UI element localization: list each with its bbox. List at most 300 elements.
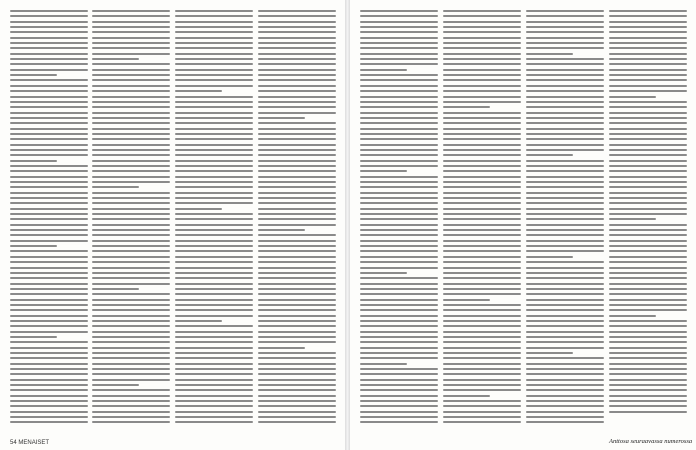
text-line bbox=[258, 85, 336, 87]
text-line bbox=[609, 106, 687, 108]
text-line bbox=[360, 341, 438, 343]
text-line bbox=[258, 309, 336, 311]
text-line bbox=[258, 181, 336, 183]
text-line bbox=[258, 122, 336, 124]
text-line bbox=[526, 256, 573, 258]
text-line bbox=[609, 37, 687, 39]
text-line bbox=[360, 261, 438, 263]
text-line bbox=[10, 293, 88, 295]
text-line bbox=[360, 176, 438, 178]
text-line bbox=[526, 213, 604, 215]
text-line bbox=[175, 85, 253, 87]
text-line bbox=[175, 421, 253, 423]
text-line bbox=[360, 357, 438, 359]
text-line bbox=[360, 277, 438, 279]
text-line bbox=[175, 58, 253, 60]
text-line bbox=[258, 53, 336, 55]
text-line bbox=[443, 299, 490, 301]
text-line bbox=[258, 31, 336, 33]
text-line bbox=[175, 299, 253, 301]
text-line bbox=[526, 21, 604, 23]
text-line bbox=[443, 245, 521, 247]
text-line bbox=[443, 58, 521, 60]
text-line bbox=[609, 117, 687, 119]
text-line bbox=[175, 90, 222, 92]
text-line bbox=[360, 347, 438, 349]
text-line bbox=[92, 224, 170, 226]
text-line bbox=[360, 160, 438, 162]
text-line bbox=[10, 347, 88, 349]
text-line bbox=[175, 186, 253, 188]
text-line bbox=[92, 208, 170, 210]
text-line bbox=[175, 229, 253, 231]
text-line bbox=[10, 379, 88, 381]
text-line bbox=[175, 352, 253, 354]
text-line bbox=[175, 309, 253, 311]
text-line bbox=[92, 320, 170, 322]
text-line bbox=[609, 165, 687, 167]
text-line bbox=[526, 395, 604, 397]
text-line bbox=[526, 373, 604, 375]
text-line bbox=[175, 336, 253, 338]
text-line bbox=[258, 117, 305, 119]
text-line bbox=[609, 331, 687, 333]
text-line bbox=[609, 272, 687, 274]
text-line bbox=[175, 101, 253, 103]
text-line bbox=[175, 267, 253, 269]
text-line bbox=[92, 144, 170, 146]
text-line bbox=[526, 229, 604, 231]
text-line bbox=[10, 336, 57, 338]
text-line bbox=[526, 53, 573, 55]
text-line bbox=[443, 336, 521, 338]
text-line bbox=[609, 395, 687, 397]
text-line bbox=[175, 69, 253, 71]
text-line bbox=[175, 293, 253, 295]
text-line bbox=[10, 21, 88, 23]
text-line bbox=[10, 400, 88, 402]
text-line bbox=[175, 272, 253, 274]
text-line bbox=[360, 421, 438, 423]
text-line bbox=[258, 213, 336, 215]
text-line bbox=[175, 96, 253, 98]
text-line bbox=[175, 128, 253, 130]
text-line bbox=[443, 31, 521, 33]
text-line bbox=[526, 90, 604, 92]
page-footer bbox=[10, 440, 49, 446]
text-line bbox=[526, 122, 604, 124]
text-line bbox=[443, 74, 521, 76]
text-line bbox=[443, 106, 490, 108]
text-line bbox=[92, 405, 170, 407]
text-line bbox=[258, 234, 336, 236]
text-line bbox=[258, 74, 336, 76]
right-page bbox=[350, 0, 696, 450]
text-line bbox=[526, 379, 604, 381]
text-line bbox=[92, 106, 170, 108]
text-line bbox=[10, 213, 88, 215]
text-line bbox=[526, 400, 604, 402]
text-line bbox=[10, 229, 88, 231]
text-line bbox=[526, 106, 604, 108]
text-line bbox=[443, 53, 521, 55]
text-line bbox=[526, 154, 573, 156]
text-line bbox=[175, 133, 253, 135]
text-line bbox=[360, 304, 438, 306]
text-line bbox=[92, 373, 170, 375]
text-line bbox=[258, 15, 336, 17]
text-line bbox=[360, 122, 438, 124]
text-line bbox=[609, 283, 687, 285]
text-line bbox=[526, 304, 604, 306]
text-line bbox=[92, 379, 170, 381]
text-line bbox=[360, 192, 438, 194]
text-line bbox=[360, 336, 438, 338]
text-line bbox=[526, 384, 604, 386]
text-line bbox=[609, 122, 687, 124]
text-line bbox=[258, 352, 336, 354]
text-line bbox=[443, 229, 521, 231]
text-line bbox=[443, 411, 521, 413]
text-line bbox=[258, 160, 336, 162]
text-column-5 bbox=[360, 10, 438, 427]
text-line bbox=[10, 411, 88, 413]
text-line bbox=[609, 186, 687, 188]
text-line bbox=[609, 299, 687, 301]
text-line bbox=[609, 31, 687, 33]
text-line bbox=[10, 37, 88, 39]
text-line bbox=[609, 277, 687, 279]
text-line bbox=[175, 277, 253, 279]
text-line bbox=[360, 299, 438, 301]
text-line bbox=[258, 112, 336, 114]
text-line bbox=[258, 373, 336, 375]
text-line bbox=[92, 192, 170, 194]
text-line bbox=[360, 368, 438, 370]
text-line bbox=[92, 363, 170, 365]
text-line bbox=[10, 299, 88, 301]
text-line bbox=[92, 122, 170, 124]
text-line bbox=[92, 336, 170, 338]
text-line bbox=[443, 96, 521, 98]
text-line bbox=[175, 192, 253, 194]
text-line bbox=[92, 160, 170, 162]
text-line bbox=[609, 325, 687, 327]
text-line bbox=[609, 267, 687, 269]
text-line bbox=[175, 112, 253, 114]
text-line bbox=[360, 31, 438, 33]
text-line bbox=[10, 250, 88, 252]
text-line bbox=[526, 245, 604, 247]
text-line bbox=[443, 170, 521, 172]
text-line bbox=[10, 42, 88, 44]
text-line bbox=[360, 186, 438, 188]
text-line bbox=[258, 325, 336, 327]
text-line bbox=[92, 202, 170, 204]
text-line bbox=[526, 368, 604, 370]
text-line bbox=[443, 400, 521, 402]
text-line bbox=[443, 293, 521, 295]
text-line bbox=[526, 202, 604, 204]
text-line bbox=[10, 154, 88, 156]
text-line bbox=[10, 373, 88, 375]
text-line bbox=[443, 112, 521, 114]
text-line bbox=[175, 160, 253, 162]
text-line bbox=[443, 138, 521, 140]
text-line bbox=[258, 96, 336, 98]
text-line bbox=[360, 389, 438, 391]
publication-name: MENAISET bbox=[18, 440, 50, 446]
text-line bbox=[10, 320, 88, 322]
text-line bbox=[526, 325, 604, 327]
text-line bbox=[175, 63, 253, 65]
text-line bbox=[92, 389, 170, 391]
text-line bbox=[443, 304, 521, 306]
text-line bbox=[92, 63, 170, 65]
text-line bbox=[92, 309, 170, 311]
text-line bbox=[10, 74, 57, 76]
text-line bbox=[10, 63, 88, 65]
text-line bbox=[92, 400, 170, 402]
text-line bbox=[258, 197, 336, 199]
text-line bbox=[526, 42, 604, 44]
text-line bbox=[258, 240, 336, 242]
text-line bbox=[258, 165, 336, 167]
text-line bbox=[175, 405, 253, 407]
text-line bbox=[526, 283, 604, 285]
text-line bbox=[92, 31, 170, 33]
text-line bbox=[10, 53, 88, 55]
text-line bbox=[10, 112, 88, 114]
text-line bbox=[175, 144, 253, 146]
text-line bbox=[10, 234, 88, 236]
text-line bbox=[360, 379, 438, 381]
text-line bbox=[360, 325, 438, 327]
text-line bbox=[175, 357, 253, 359]
text-line bbox=[609, 341, 687, 343]
text-line bbox=[10, 309, 88, 311]
text-line bbox=[526, 133, 604, 135]
text-line bbox=[526, 341, 604, 343]
text-line bbox=[609, 256, 687, 258]
text-column-7 bbox=[526, 10, 604, 427]
text-line bbox=[360, 352, 438, 354]
text-line bbox=[360, 37, 438, 39]
text-line bbox=[175, 197, 253, 199]
text-line bbox=[10, 117, 88, 119]
text-line bbox=[360, 21, 438, 23]
text-line bbox=[10, 416, 88, 418]
text-line bbox=[443, 288, 521, 290]
text-line bbox=[526, 192, 604, 194]
text-line bbox=[526, 197, 604, 199]
text-line bbox=[609, 112, 687, 114]
text-line bbox=[443, 213, 521, 215]
text-line bbox=[526, 389, 604, 391]
text-line bbox=[360, 384, 438, 386]
text-line bbox=[443, 368, 521, 370]
text-line bbox=[609, 154, 687, 156]
text-line bbox=[92, 47, 170, 49]
text-line bbox=[175, 224, 253, 226]
text-line bbox=[609, 384, 687, 386]
text-line bbox=[92, 347, 170, 349]
text-line bbox=[258, 331, 336, 333]
text-column-6 bbox=[443, 10, 521, 427]
page-number: 54 bbox=[10, 440, 17, 446]
text-line bbox=[443, 224, 521, 226]
text-line bbox=[10, 197, 88, 199]
text-line bbox=[92, 245, 170, 247]
text-line bbox=[526, 74, 604, 76]
text-line bbox=[92, 272, 170, 274]
text-line bbox=[92, 261, 170, 263]
text-line bbox=[92, 250, 170, 252]
text-line bbox=[360, 293, 438, 295]
text-line bbox=[526, 144, 604, 146]
text-line bbox=[92, 304, 170, 306]
text-line bbox=[443, 101, 521, 103]
text-line bbox=[175, 411, 253, 413]
text-line bbox=[526, 101, 604, 103]
text-line bbox=[175, 373, 253, 375]
text-line bbox=[609, 240, 687, 242]
text-line bbox=[10, 186, 88, 188]
text-line bbox=[258, 101, 336, 103]
text-line bbox=[609, 213, 687, 215]
text-line bbox=[360, 363, 407, 365]
text-line bbox=[360, 411, 438, 413]
text-line bbox=[10, 363, 88, 365]
text-line bbox=[443, 357, 521, 359]
text-line bbox=[443, 90, 521, 92]
text-line bbox=[443, 160, 521, 162]
text-line bbox=[10, 208, 88, 210]
text-line bbox=[175, 395, 253, 397]
text-line bbox=[360, 283, 438, 285]
text-line bbox=[360, 63, 438, 65]
text-line bbox=[609, 176, 687, 178]
text-line bbox=[92, 69, 170, 71]
text-line bbox=[526, 37, 604, 39]
text-line bbox=[526, 331, 604, 333]
text-line bbox=[258, 37, 336, 39]
text-line bbox=[609, 138, 687, 140]
text-line bbox=[92, 256, 170, 258]
text-line bbox=[360, 112, 438, 114]
text-line bbox=[92, 101, 170, 103]
text-line bbox=[10, 181, 88, 183]
text-line bbox=[526, 405, 604, 407]
text-line bbox=[443, 395, 490, 397]
text-line bbox=[175, 315, 253, 317]
text-line bbox=[258, 133, 336, 135]
text-line bbox=[10, 315, 88, 317]
text-line bbox=[10, 352, 88, 354]
text-line bbox=[443, 202, 521, 204]
text-line bbox=[10, 277, 88, 279]
text-line bbox=[10, 240, 88, 242]
text-line bbox=[258, 218, 336, 220]
text-line bbox=[92, 58, 139, 60]
text-line bbox=[609, 218, 656, 220]
text-line bbox=[443, 47, 521, 49]
text-line bbox=[360, 197, 438, 199]
text-line bbox=[609, 389, 687, 391]
text-line bbox=[92, 10, 170, 12]
text-line bbox=[92, 229, 170, 231]
text-line bbox=[360, 309, 438, 311]
text-line bbox=[443, 69, 521, 71]
text-line bbox=[443, 331, 521, 333]
text-line bbox=[10, 69, 88, 71]
text-line bbox=[526, 96, 604, 98]
text-line bbox=[258, 347, 305, 349]
text-line bbox=[526, 15, 604, 17]
text-line bbox=[526, 315, 604, 317]
text-line bbox=[360, 74, 438, 76]
text-line bbox=[443, 192, 521, 194]
text-line bbox=[10, 325, 88, 327]
text-line bbox=[92, 138, 170, 140]
text-line bbox=[175, 42, 253, 44]
text-line bbox=[10, 26, 88, 28]
text-line bbox=[175, 304, 253, 306]
text-line bbox=[443, 144, 521, 146]
text-line bbox=[609, 21, 687, 23]
text-line bbox=[526, 336, 604, 338]
text-line bbox=[360, 144, 438, 146]
text-line bbox=[526, 85, 604, 87]
text-line bbox=[443, 21, 521, 23]
text-line bbox=[609, 144, 687, 146]
text-line bbox=[92, 315, 170, 317]
text-line bbox=[175, 79, 253, 81]
text-column-8 bbox=[609, 10, 687, 416]
left-page bbox=[0, 0, 345, 450]
text-line bbox=[443, 405, 521, 407]
text-line bbox=[360, 224, 438, 226]
text-line bbox=[443, 10, 521, 12]
text-line bbox=[526, 288, 604, 290]
text-line bbox=[258, 384, 336, 386]
text-line bbox=[443, 267, 521, 269]
text-line bbox=[443, 79, 521, 81]
text-line bbox=[258, 357, 336, 359]
text-line bbox=[175, 368, 253, 370]
text-line bbox=[258, 149, 336, 151]
text-line bbox=[360, 213, 438, 215]
text-line bbox=[10, 10, 88, 12]
text-line bbox=[10, 405, 88, 407]
text-column-1 bbox=[10, 10, 88, 427]
text-line bbox=[258, 26, 336, 28]
text-line bbox=[609, 181, 687, 183]
text-line bbox=[609, 309, 687, 311]
text-line bbox=[10, 31, 88, 33]
text-line bbox=[609, 320, 687, 322]
text-line bbox=[258, 186, 336, 188]
text-line bbox=[258, 336, 336, 338]
text-line bbox=[360, 128, 438, 130]
text-line bbox=[443, 373, 521, 375]
text-line bbox=[92, 293, 170, 295]
text-line bbox=[609, 405, 687, 407]
text-line bbox=[175, 181, 253, 183]
text-line bbox=[175, 325, 253, 327]
text-line bbox=[526, 293, 604, 295]
text-line bbox=[443, 149, 521, 151]
